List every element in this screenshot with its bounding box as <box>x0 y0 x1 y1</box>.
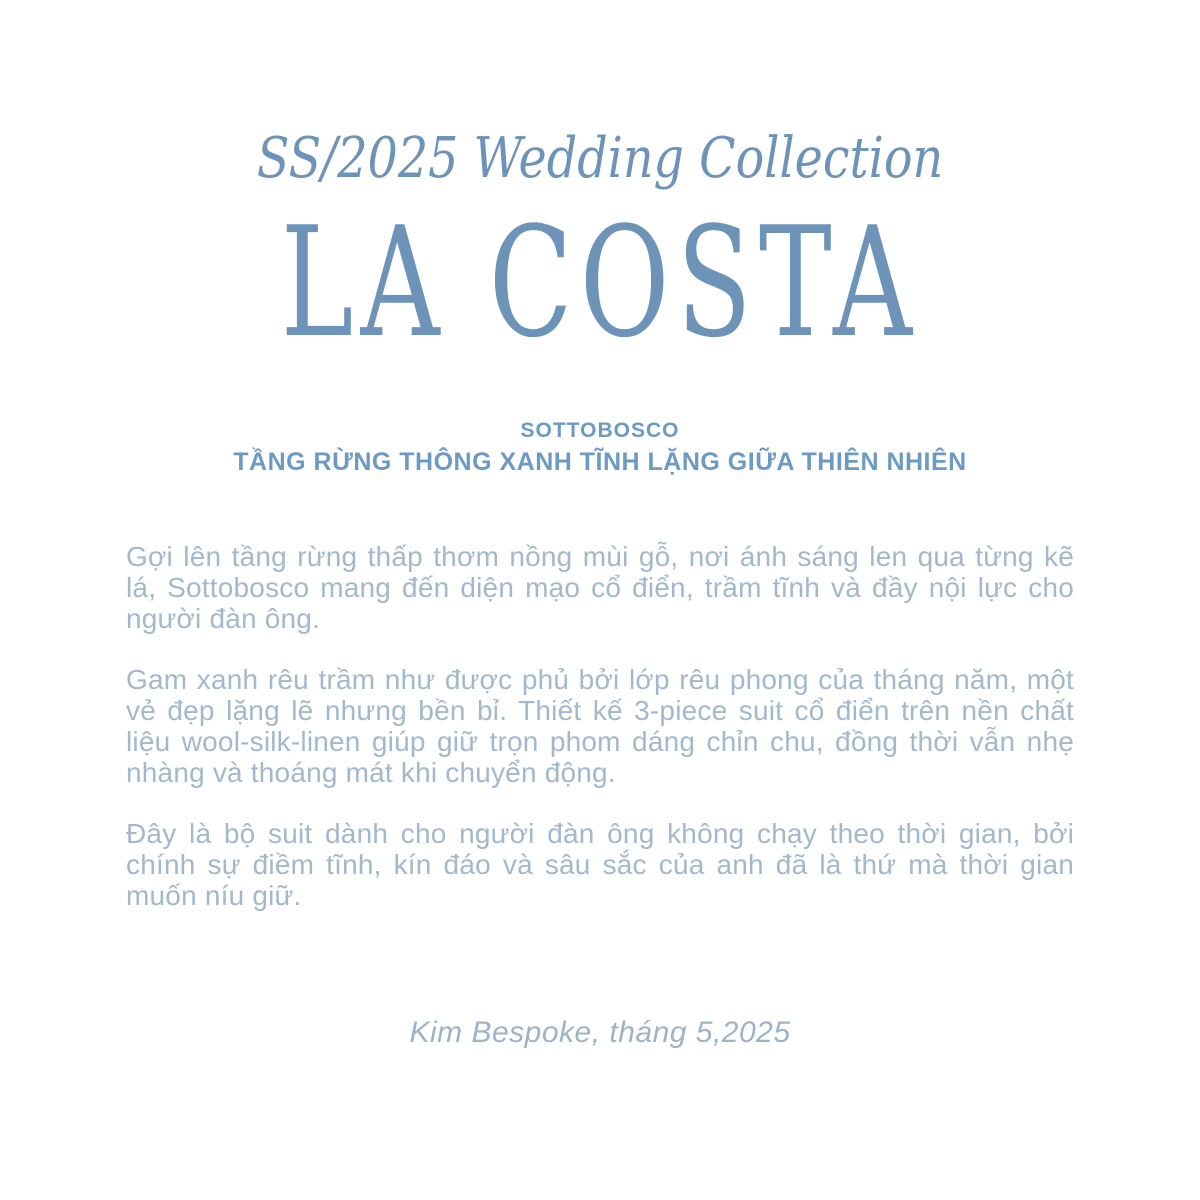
theme-block <box>0 418 1200 477</box>
page-title: LA COSTA <box>280 194 920 371</box>
signature: Kim Bespoke, tháng 5,2025 <box>409 1016 791 1049</box>
body-copy <box>126 541 1074 911</box>
body-paragraph: Gam xanh rêu trầm như được phủ bởi lớp rêu phong của tháng năm, một vẻ đẹp lặng lẽ nhưng bền bỉ. Thiết kế 3-piece suit cổ điển trên nền chất liệu wool-silk-linen giúp giữ trọn phom dáng chỉn chu, đồng thời vẫn nhẹ nhàng và thoáng mát khi chuyển động. <box>126 664 1074 788</box>
page-footer <box>0 1015 1200 1051</box>
body-paragraph: Đây là bộ suit dành cho người đàn ông không chạy theo thời gian, bởi chính sự điềm tĩnh, kín đáo và sâu sắc của anh đã là thứ mà thời gian muốn níu giữ. <box>126 818 1074 911</box>
body-paragraph: Gợi lên tầng rừng thấp thơm nồng mùi gỗ, nơi ánh sáng len qua từng kẽ lá, Sottobosco mang đến diện mạo cổ điển, trầm tĩnh và đầy nội lực cho người đàn ông. <box>126 541 1074 634</box>
theme-name: SOTTOBOSCO <box>520 419 680 442</box>
page-header <box>0 126 1200 371</box>
collection-label: SS/2025 Wedding Collection <box>256 126 944 191</box>
theme-tagline: TẦNG RỪNG THÔNG XANH TĨNH LẶNG GIỮA THIÊN NHIÊN <box>233 448 967 476</box>
